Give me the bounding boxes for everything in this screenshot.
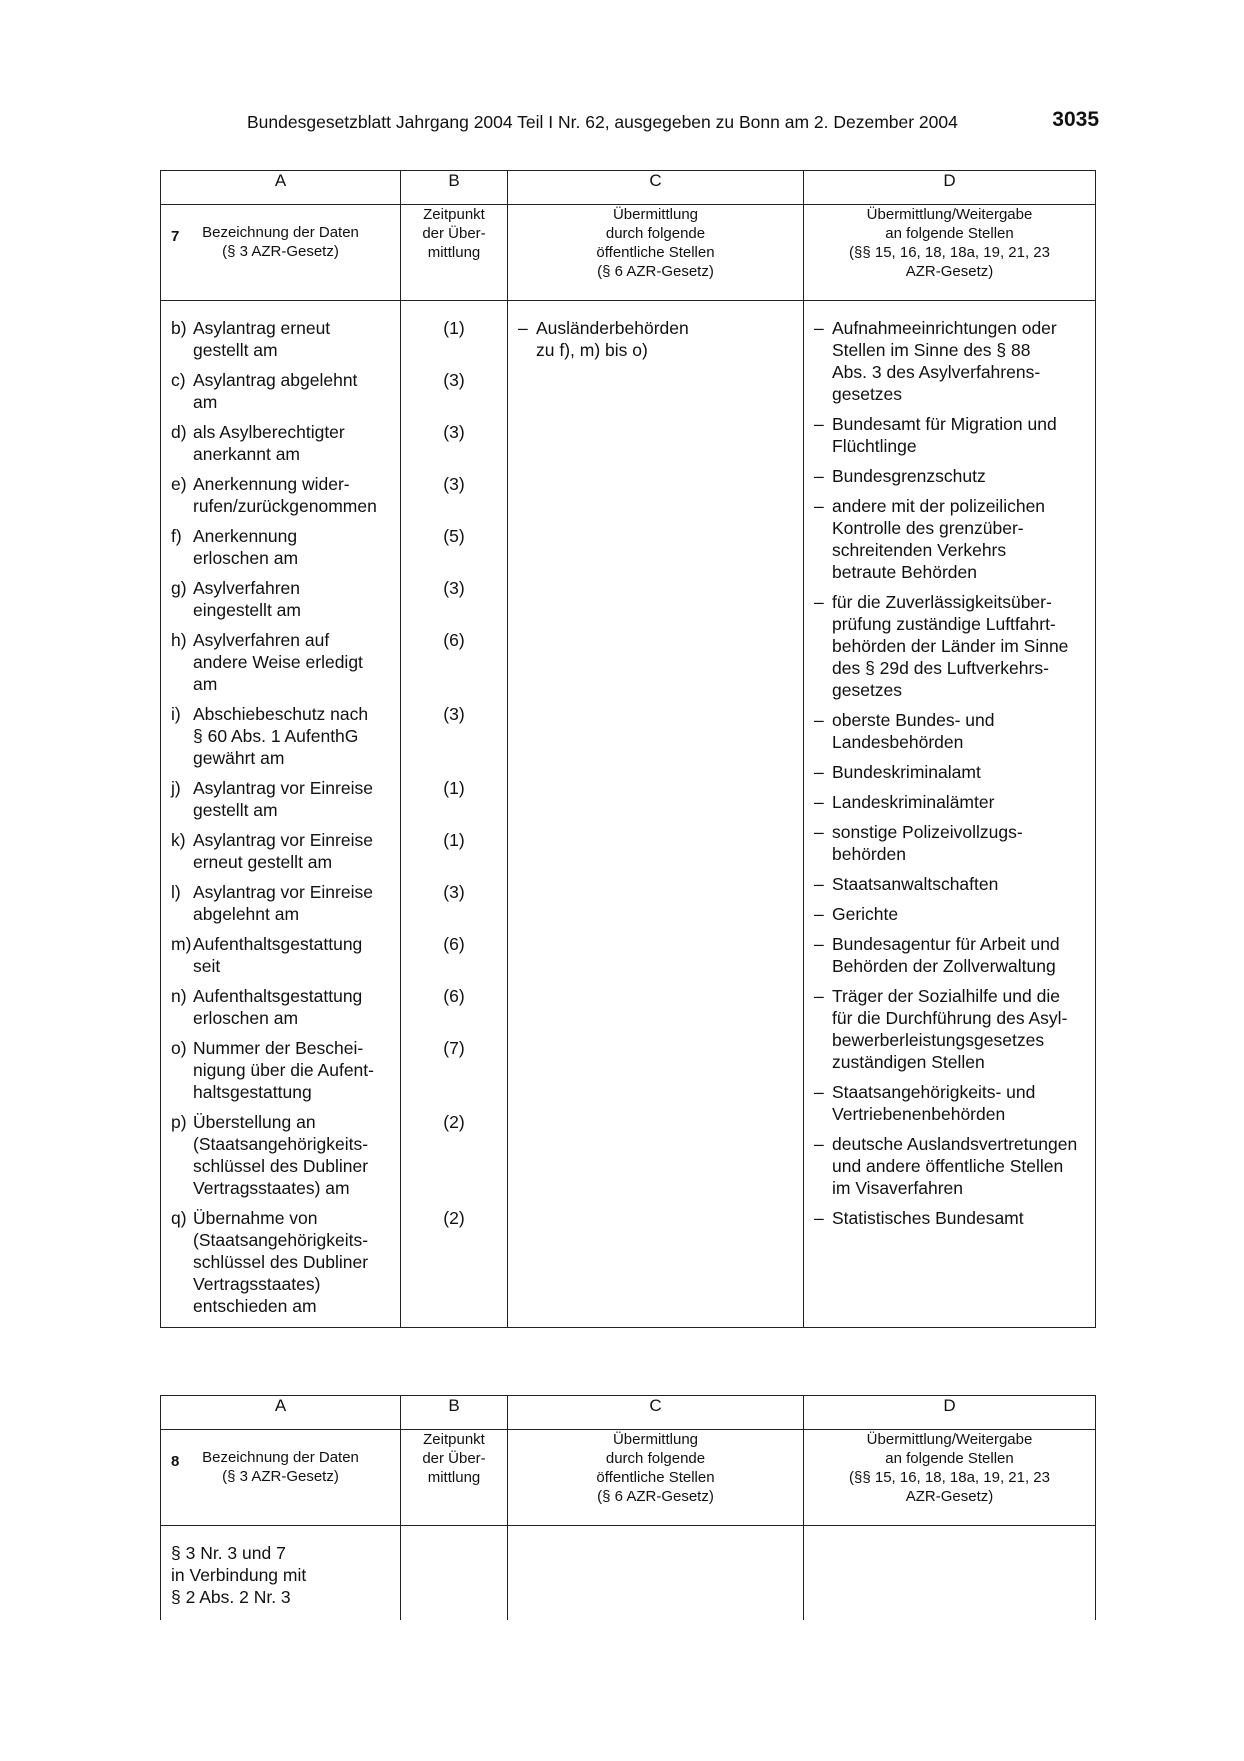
page-number: 3035 bbox=[1052, 108, 1099, 131]
item-text: Anerkennung erloschen am bbox=[193, 526, 299, 568]
item-text: Aufenthaltsgestattung seit bbox=[193, 934, 363, 976]
dash-mark: – bbox=[814, 762, 824, 782]
time-value: (3) bbox=[443, 370, 465, 390]
list-item bbox=[161, 525, 396, 569]
dash-mark: – bbox=[814, 1134, 824, 1154]
dash-mark: – bbox=[814, 934, 824, 954]
time-value: (6) bbox=[443, 986, 465, 1006]
item-text: Nummer der Beschei- nigung über die Aufent- haltsgestattung bbox=[193, 1038, 374, 1102]
running-title: Bundesgesetzblatt Jahrgang 2004 Teil I Nr. 62, ausgegeben zu Bonn am 2. Dezember 2004 bbox=[247, 112, 958, 132]
time-value: (7) bbox=[443, 1038, 465, 1058]
column-letter-d: D bbox=[804, 171, 1096, 205]
c-list bbox=[508, 301, 803, 361]
time-value: (2) bbox=[443, 1112, 465, 1132]
d-item-text: Bundeskriminalamt bbox=[832, 762, 981, 782]
time-value: (6) bbox=[443, 630, 465, 650]
item-text: Asylverfahren eingestellt am bbox=[193, 578, 301, 620]
item-label: p) bbox=[171, 1112, 187, 1132]
dash-mark: – bbox=[518, 318, 528, 338]
column-heading-c: Übermittlung durch folgende öffentliche Stellen (§ 6 AZR-Gesetz) bbox=[508, 1430, 804, 1526]
col-d-cell bbox=[804, 1526, 1096, 1621]
column-letter-row bbox=[161, 1396, 1096, 1430]
list-item bbox=[161, 703, 396, 769]
dash-mark: – bbox=[814, 710, 824, 730]
d-item bbox=[804, 591, 1095, 701]
dash-mark: – bbox=[814, 822, 824, 842]
dash-mark: – bbox=[814, 792, 824, 812]
list-item bbox=[161, 473, 396, 517]
time-value: (1) bbox=[443, 318, 465, 338]
page-header bbox=[247, 108, 1099, 138]
column-heading-row bbox=[161, 1430, 1096, 1526]
d-item bbox=[804, 873, 1095, 895]
d-item-text: sonstige Polizeivollzugs- behörden bbox=[832, 822, 1023, 864]
item-label: h) bbox=[171, 630, 187, 650]
col-c-cell bbox=[508, 1526, 804, 1621]
time-value: (3) bbox=[443, 704, 465, 724]
d-item bbox=[804, 1081, 1095, 1125]
d-item bbox=[804, 821, 1095, 865]
d-item-text: Aufnahmeeinrichtungen oder Stellen im Sinne des § 88 Abs. 3 des Asylverfahrens- gesetzes bbox=[832, 318, 1057, 404]
d-item-text: deutsche Auslandsvertretungen und andere öffentliche Stellen im Visaverfahren bbox=[832, 1134, 1078, 1198]
item-label: b) bbox=[171, 318, 187, 338]
column-heading-a bbox=[161, 1430, 401, 1526]
time-value: (6) bbox=[443, 934, 465, 954]
item-label: o) bbox=[171, 1038, 187, 1058]
column-heading-d: Übermittlung/Weitergabe an folgende Stellen (§§ 15, 16, 18, 18a, 19, 21, 23 AZR-Gesetz) bbox=[804, 1430, 1096, 1526]
d-item-text: andere mit der polizeilichen Kontrolle des grenzüber- schreitenden Verkehrs betraute Behörden bbox=[832, 496, 1046, 582]
col-b-cell bbox=[401, 301, 508, 1328]
item-text: Asylverfahren auf andere Weise erledigt am bbox=[193, 630, 363, 694]
col-d-cell bbox=[804, 301, 1096, 1328]
list-item bbox=[161, 1111, 396, 1199]
dash-mark: – bbox=[814, 1208, 824, 1228]
item-label: g) bbox=[171, 578, 187, 598]
time-value: (1) bbox=[443, 830, 465, 850]
d-item bbox=[804, 791, 1095, 813]
dash-mark: – bbox=[814, 986, 824, 1006]
time-value: (3) bbox=[443, 578, 465, 598]
item-label: l) bbox=[171, 882, 181, 902]
d-item bbox=[804, 413, 1095, 457]
time-value: (3) bbox=[443, 422, 465, 442]
section-number: 7 bbox=[171, 228, 180, 245]
data-row bbox=[161, 301, 1096, 1328]
d-item-text: Gerichte bbox=[832, 904, 899, 924]
item-label: f) bbox=[171, 526, 182, 546]
item-text: Abschiebeschutz nach § 60 Abs. 1 AufenthG gewährt am bbox=[193, 704, 369, 768]
section-number: 8 bbox=[171, 1453, 180, 1470]
list-item bbox=[161, 629, 396, 695]
item-text: Asylantrag vor Einreise gestellt am bbox=[193, 778, 373, 820]
d-item-text: Bundesamt für Migration und Flüchtlinge bbox=[832, 414, 1057, 456]
d-item-text: Statistisches Bundesamt bbox=[832, 1208, 1024, 1228]
d-item-text: Staatsanwaltschaften bbox=[832, 874, 999, 894]
d-item-text: Landeskriminalämter bbox=[832, 792, 995, 812]
time-value: (2) bbox=[443, 1208, 465, 1228]
list-item bbox=[161, 1037, 396, 1103]
item-label: j) bbox=[171, 778, 181, 798]
item-label: n) bbox=[171, 986, 187, 1006]
dash-mark: – bbox=[814, 1082, 824, 1102]
list-item bbox=[161, 369, 396, 413]
column-heading-c: Übermittlung durch folgende öffentliche Stellen (§ 6 AZR-Gesetz) bbox=[508, 205, 804, 301]
column-letter-b: B bbox=[401, 171, 508, 205]
d-item bbox=[804, 1207, 1095, 1229]
d-item-text: Bundesagentur für Arbeit und Behörden der Zollverwaltung bbox=[832, 934, 1060, 976]
column-heading-row bbox=[161, 205, 1096, 301]
item-text: Asylantrag vor Einreise erneut gestellt am bbox=[193, 830, 373, 872]
dash-mark: – bbox=[814, 414, 824, 434]
column-heading-d: Übermittlung/Weitergabe an folgende Stellen (§§ 15, 16, 18, 18a, 19, 21, 23 AZR-Gesetz) bbox=[804, 205, 1096, 301]
col-a-cell bbox=[161, 1526, 401, 1621]
item-text: Anerkennung wider- rufen/zurückgenommen bbox=[193, 474, 377, 516]
table-section-7 bbox=[160, 170, 1096, 1328]
reference-text: § 3 Nr. 3 und 7 in Verbindung mit § 2 Abs. 2 Nr. 3 bbox=[171, 1543, 307, 1607]
list-item bbox=[161, 777, 396, 821]
dash-mark: – bbox=[814, 874, 824, 894]
item-label: i) bbox=[171, 704, 181, 724]
column-letter-c: C bbox=[508, 171, 804, 205]
d-item-text: Bundesgrenzschutz bbox=[832, 466, 986, 486]
column-letter-a: A bbox=[161, 1396, 401, 1430]
d-item-text: oberste Bundes- und Landesbehörden bbox=[832, 710, 995, 752]
list-item bbox=[161, 985, 396, 1029]
item-text: Asylantrag erneut gestellt am bbox=[193, 318, 331, 360]
item-label: m) bbox=[171, 934, 192, 954]
d-item-text: Staatsangehörigkeits- und Vertriebenenbehörden bbox=[832, 1082, 1036, 1124]
time-value: (3) bbox=[443, 882, 465, 902]
list-item bbox=[161, 421, 396, 465]
column-heading-b: Zeitpunkt der Über- mittlung bbox=[401, 1430, 508, 1526]
dash-mark: – bbox=[814, 496, 824, 516]
item-label: c) bbox=[171, 370, 186, 390]
dash-mark: – bbox=[814, 904, 824, 924]
column-heading-b: Zeitpunkt der Über- mittlung bbox=[401, 205, 508, 301]
list-item bbox=[161, 1207, 396, 1317]
dash-mark: – bbox=[814, 592, 824, 612]
heading-a-text: Bezeichnung der Daten (§ 3 AZR-Gesetz) bbox=[202, 1449, 359, 1485]
d-item bbox=[804, 495, 1095, 583]
d-item bbox=[804, 465, 1095, 487]
column-letter-row bbox=[161, 171, 1096, 205]
dash-mark: – bbox=[814, 466, 824, 486]
d-item-text: für die Zuverlässigkeitsüber- prüfung zuständige Luftfahrt- behörden der Länder im Sinne des § 29d des Luftverkehrs- gesetzes bbox=[832, 592, 1069, 700]
data-row bbox=[161, 1526, 1096, 1621]
item-text: Überstellung an (Staatsangehörigkeits- schlüssel des Dubliner Vertragsstaates) am bbox=[193, 1112, 369, 1198]
d-list bbox=[804, 301, 1095, 1229]
c-item-text: Ausländerbehörden zu f), m) bis o) bbox=[536, 318, 689, 360]
col-a-cell bbox=[161, 301, 401, 1328]
item-text: Aufenthaltsgestattung erloschen am bbox=[193, 986, 363, 1028]
item-text: Asylantrag abgelehnt am bbox=[193, 370, 358, 412]
c-item bbox=[508, 317, 803, 361]
d-item bbox=[804, 1133, 1095, 1199]
d-item bbox=[804, 903, 1095, 925]
d-item bbox=[804, 985, 1095, 1073]
list-item bbox=[161, 933, 396, 977]
column-heading-a bbox=[161, 205, 401, 301]
list-item bbox=[161, 829, 396, 873]
column-letter-a: A bbox=[161, 171, 401, 205]
item-text: Übernahme von (Staatsangehörigkeits- schlüssel des Dubliner Vertragsstaates) entschieden am bbox=[193, 1208, 369, 1316]
list-item bbox=[161, 577, 396, 621]
d-item bbox=[804, 709, 1095, 753]
d-item-text: Träger der Sozialhilfe und die für die Durchführung des Asyl- bewerberleistungsgesetzes zuständigen Stellen bbox=[832, 986, 1068, 1072]
column-letter-b: B bbox=[401, 1396, 508, 1430]
d-item bbox=[804, 317, 1095, 405]
col-b-cell bbox=[401, 1526, 508, 1621]
d-item bbox=[804, 761, 1095, 783]
table-section-8 bbox=[160, 1395, 1096, 1620]
item-text: Asylantrag vor Einreise abgelehnt am bbox=[193, 882, 373, 924]
item-label: d) bbox=[171, 422, 187, 442]
time-value: (1) bbox=[443, 778, 465, 798]
item-label: k) bbox=[171, 830, 186, 850]
time-value: (3) bbox=[443, 474, 465, 494]
item-label: q) bbox=[171, 1208, 187, 1228]
heading-a-text: Bezeichnung der Daten (§ 3 AZR-Gesetz) bbox=[202, 224, 359, 260]
list-item bbox=[161, 317, 396, 361]
item-label: e) bbox=[171, 474, 187, 494]
time-value: (5) bbox=[443, 526, 465, 546]
column-letter-d: D bbox=[804, 1396, 1096, 1430]
dash-mark: – bbox=[814, 318, 824, 338]
column-letter-c: C bbox=[508, 1396, 804, 1430]
col-c-cell bbox=[508, 301, 804, 1328]
item-text: als Asylberechtigter anerkannt am bbox=[193, 422, 345, 464]
d-item bbox=[804, 933, 1095, 977]
list-item bbox=[161, 881, 396, 925]
